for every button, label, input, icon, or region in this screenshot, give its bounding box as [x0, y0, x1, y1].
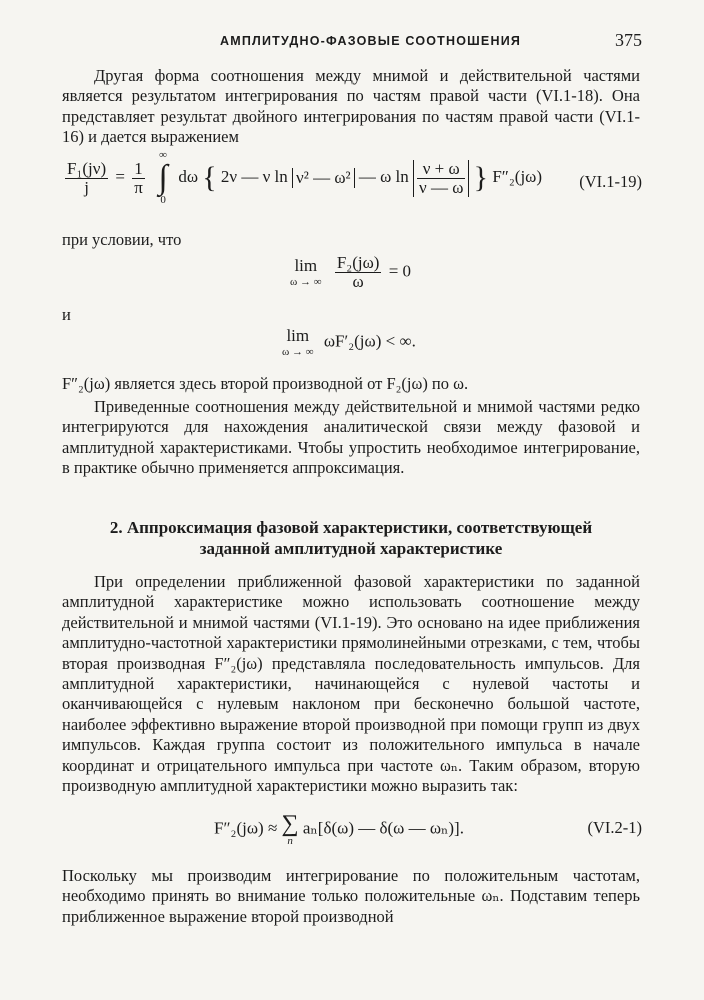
paragraph-5: Поскольку мы производим интегрирование по положительным частотам, необходимо принять во внимание только положительные ωₙ. Подставим теперь приближенное выражение второй производной — [62, 866, 640, 926]
eq1-rhs: F″₂(jω) — [492, 166, 543, 186]
limit-1-den: ω — [352, 272, 364, 291]
equation-vi-2-1 — [214, 812, 464, 847]
integral-sign: ∞ ∫ 0 — [152, 150, 174, 206]
integral-lower-limit: 0 — [160, 194, 166, 206]
limit-2 — [282, 326, 314, 359]
eq1-term2: — ω ln — [358, 166, 409, 186]
sum-index: n — [287, 835, 293, 847]
section-heading-line-1: 2. Аппроксимация фазовой характеристики, соответствующей — [109, 518, 593, 537]
equation-number-vi-1-19: (VI.1-19) — [579, 172, 642, 191]
page-number: 375 — [615, 30, 642, 50]
eq1-term1: 2ν — ν ln — [220, 166, 288, 186]
eq1-abs2-num: ν + ω — [417, 160, 465, 179]
eq1-equals: = — [115, 166, 125, 186]
limit-1-label: lim — [294, 256, 318, 275]
section-heading — [62, 517, 640, 559]
limit-1-num: F₂(jω) — [336, 253, 380, 272]
equation-limit-2 — [282, 326, 416, 359]
text-condition: при условии, что — [62, 230, 182, 249]
equation-number-vi-2-1: (VI.2-1) — [587, 818, 642, 837]
eq1-lhs-fraction — [65, 160, 108, 197]
paragraph-4: При определении приближенной фазовой характеристики по заданной амплитудной характеристике можно использовать соотношение между действительной и мнимой частями (VI.1-19). Это основано на идее приближения амплитудно-частотной характеристики прямолинейными отрезками, с тем, чтобы вторая производная F″₂(jω) представляла последовательность импульсов. Для амплитудной характеристики, начинающейся с нулевой частоты и оканчивающейся с нулевым наклоном при бесконечно большой частоте, наиболее эффективно выражение второй производной при помощи групп из двух импульсов. Каждая группа состоит из положительного импульса в начале координат и отрицательного импульса при частоте ωₙ. Таким образом, вторую производную амплитудной характеристики можно выразить так: — [62, 572, 640, 796]
limit-1-rhs: = 0 — [388, 261, 412, 281]
eq1-abs2 — [413, 160, 469, 197]
limit-1-fraction — [335, 254, 382, 291]
eq2-lhs: F″₂(jω) ≈ — [214, 818, 278, 838]
limit-2-expr: ωF′₂(jω) < ∞. — [323, 331, 416, 351]
integral-upper-limit: ∞ — [159, 149, 167, 161]
eq1-dw: dω — [178, 166, 199, 186]
eq1-lhs-den: j — [84, 177, 89, 197]
text-and: и — [62, 305, 71, 324]
paragraph-3: Приведенные соотношения между действительной и мнимой частями редко интегрируются для нахождения аналитической связи между фазовой и амплитудной характеристиками. Чтобы упростить необходимое интегрирование, в практике обычно применяется аппроксимация. — [62, 397, 640, 478]
page-header — [0, 30, 704, 54]
section-heading-line-2: заданной амплитудной характеристике — [199, 539, 503, 558]
paragraph-1: Другая форма соотношения между мнимой и действительной частями является результатом интегрирования по частям правой части (VI.1-18). Она представляет результат двойного интегрирования по частям правой части (VI.1-16) и дается выражением — [62, 66, 640, 147]
eq1-abs2-den: ν — ω — [419, 177, 464, 197]
eq1-abs1: ν² — ω² — [292, 168, 355, 188]
eq1-coef-den: π — [134, 177, 143, 197]
running-title: АМПЛИТУДНО-ФАЗОВЫЕ СООТНОШЕНИЯ — [220, 34, 522, 48]
sum-sign: ∑ n — [281, 811, 299, 847]
limit-2-label: lim — [286, 326, 310, 345]
equation-limit-1 — [290, 254, 411, 291]
eq1-coef-fraction — [132, 160, 145, 197]
limit-1-sub: ω → ∞ — [290, 276, 322, 288]
eq1-lhs-num: F₁(jν) — [67, 158, 107, 178]
paragraph-2: F″₂(jω) является здесь второй производной от F₂(jω) по ω. — [62, 374, 469, 393]
eq1-coef-num: 1 — [132, 160, 145, 179]
eq2-rhs: aₙ[δ(ω) — δ(ω — ωₙ)]. — [302, 818, 464, 838]
limit-2-sub: ω → ∞ — [282, 346, 314, 358]
limit-1 — [290, 256, 322, 289]
equation-vi-1-19: $\frac{\text{F₁(jν)}}{j}$ = $\frac{1}{\pi}$ ∞ ∫ 0 dω { 2ν — ν ln ν² — ω² — ω ln $\frac{\nu + \omega}{\nu — \omega}$ } F″₂(jω) — [67, 149, 543, 206]
